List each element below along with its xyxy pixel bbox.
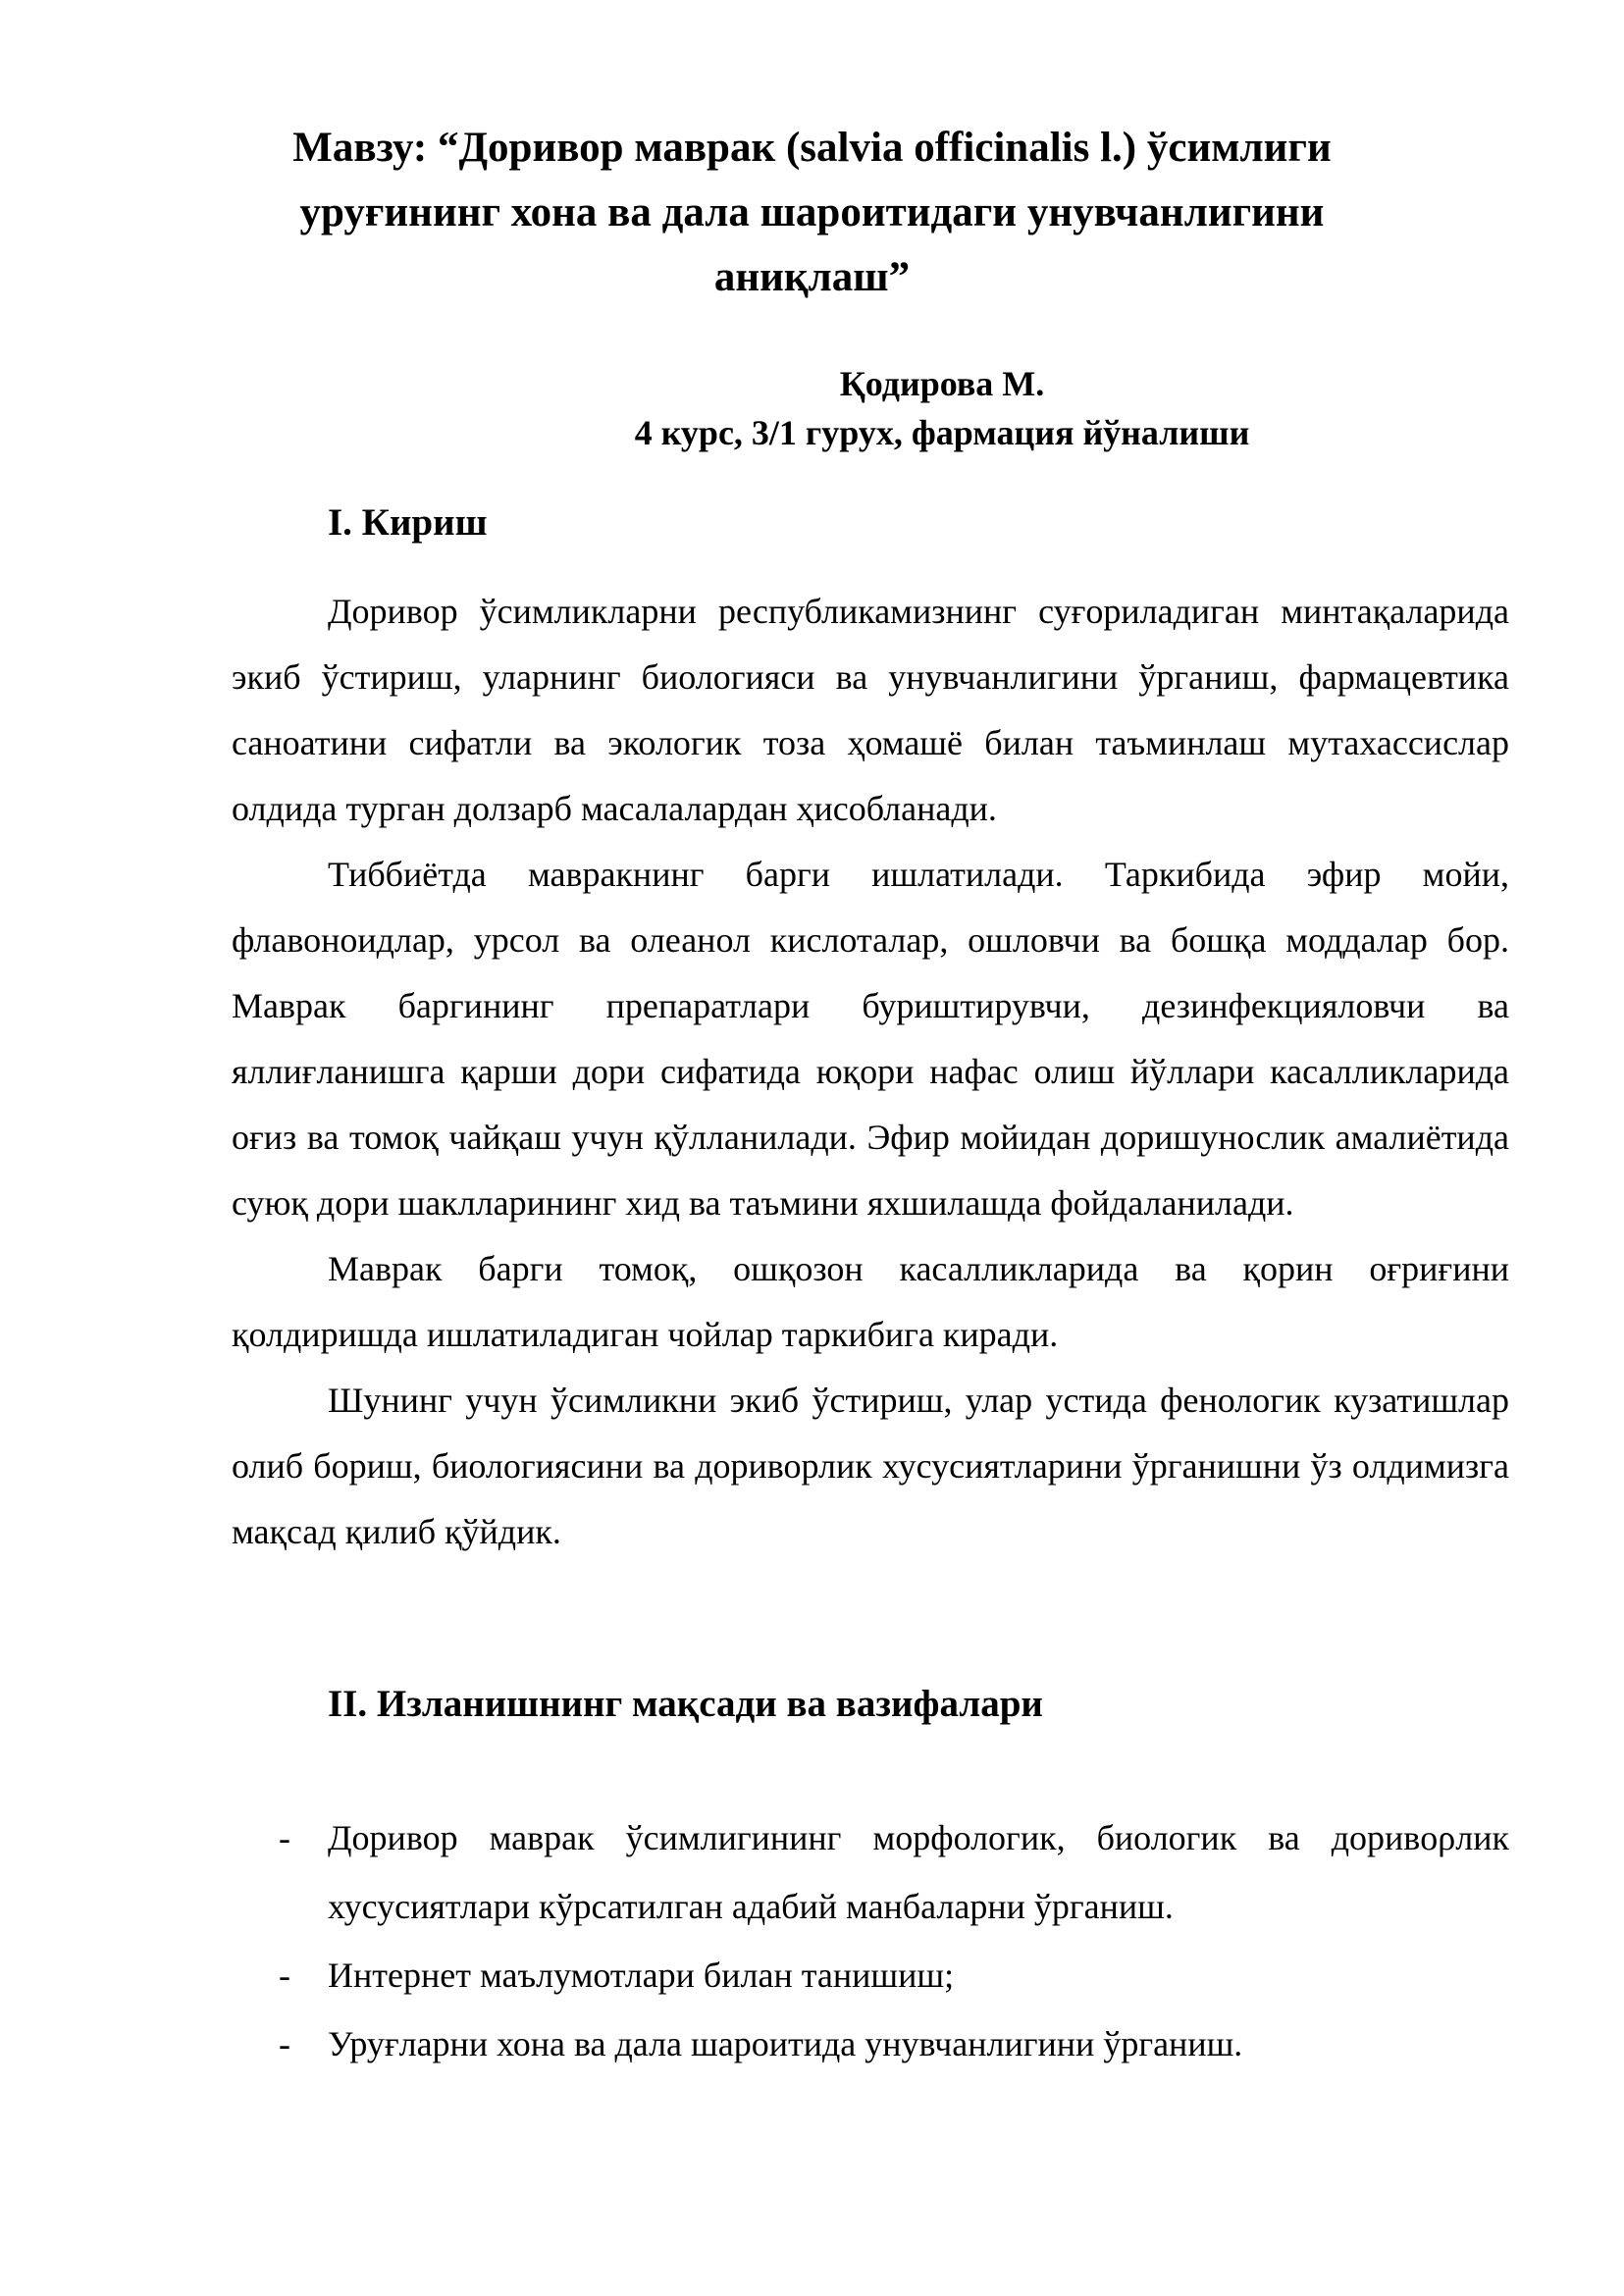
section-heading-goals: II. Изланишнинг мақсади ва вазифалари xyxy=(328,1683,1043,1725)
list-bullet: - xyxy=(279,2024,290,2063)
list-item xyxy=(232,2009,1509,2078)
author-info: 4 курс, 3/1 гурух, фармация йўналиши xyxy=(634,413,1250,452)
section-introduction-body xyxy=(232,579,1509,1565)
list-item-text: Доривор маврак ўсимлигининг морфологик, биологик ва доривορлик хусусиятлари кўрсатилган адабий манбаларни ўрганиш. xyxy=(328,1818,1509,1926)
paragraph: Тиббиётда мавракнинг барги ишлатилади. Таркибида эфир мойи, флавоноидлар, урсол ва олеанол кислоталар, ошловчи ва бошқа моддалар бор. Маврак баргининг препаратлари буриштирувчи, дезинфекцияловчи ва яллиғланишга қарши дори сифатида юқори нафас олиш йўллари касалликларида оғиз ва томоқ чайқаш учун қўлланилади. Эфир мойидан доришунослик амалиётида суюқ дори шаклларининг хид ва таъмини яхшилашда фойдаланилади. xyxy=(232,855,1509,1223)
list-item xyxy=(232,1941,1509,2009)
title-line-2: уруғининг хона ва дала шароитидаги унувчанлигини xyxy=(299,189,1325,235)
list-bullet: - xyxy=(279,1956,290,1995)
author-block xyxy=(451,359,1433,457)
list-bullet: - xyxy=(279,1818,290,1857)
document-title xyxy=(236,116,1388,310)
title-line-1: Мавзу: “Доривор маврак (salvia officinalis l.) ўсимлиги xyxy=(292,125,1332,171)
list-item-text: Интернет маълумотлари билан танишиш; xyxy=(328,1956,955,1995)
paragraph: Доривор ўсимликларни республикамизнинг суғориладиган минтақаларида экиб ўстириш, уларнинг биологияси ва унувчанлигини ўрганиш, фармацевтика саноатини сифатли ва экологик тоза ҳомашё билан таъминлаш мутахассислар олдида турган долзарб масалалардан ҳисобланади. xyxy=(232,592,1509,828)
title-line-3: аниқлаш” xyxy=(713,254,911,300)
goals-list xyxy=(232,1803,1509,2078)
paragraph: Шунинг учун ўсимликни экиб ўстириш, улар устида фенологик кузатишлар олиб бориш, биологиясини ва дориворлик хусусиятларини ўрганишни ўз олдимизга мақсад қилиб қўйдик. xyxy=(232,1381,1509,1551)
list-item xyxy=(232,1803,1509,1941)
paragraph: Маврак барги томоқ, ошқозон касалликларида ва қорин оғриғини қолдиришда ишлатиладиган чойлар таркибига киради. xyxy=(232,1249,1509,1354)
section-heading-introduction: I. Кириш xyxy=(328,501,488,544)
author-name: Қодирова М. xyxy=(839,364,1045,403)
list-item-text: Уруғларни хона ва дала шароитида унувчанлигини ўрганиш. xyxy=(328,2024,1243,2063)
